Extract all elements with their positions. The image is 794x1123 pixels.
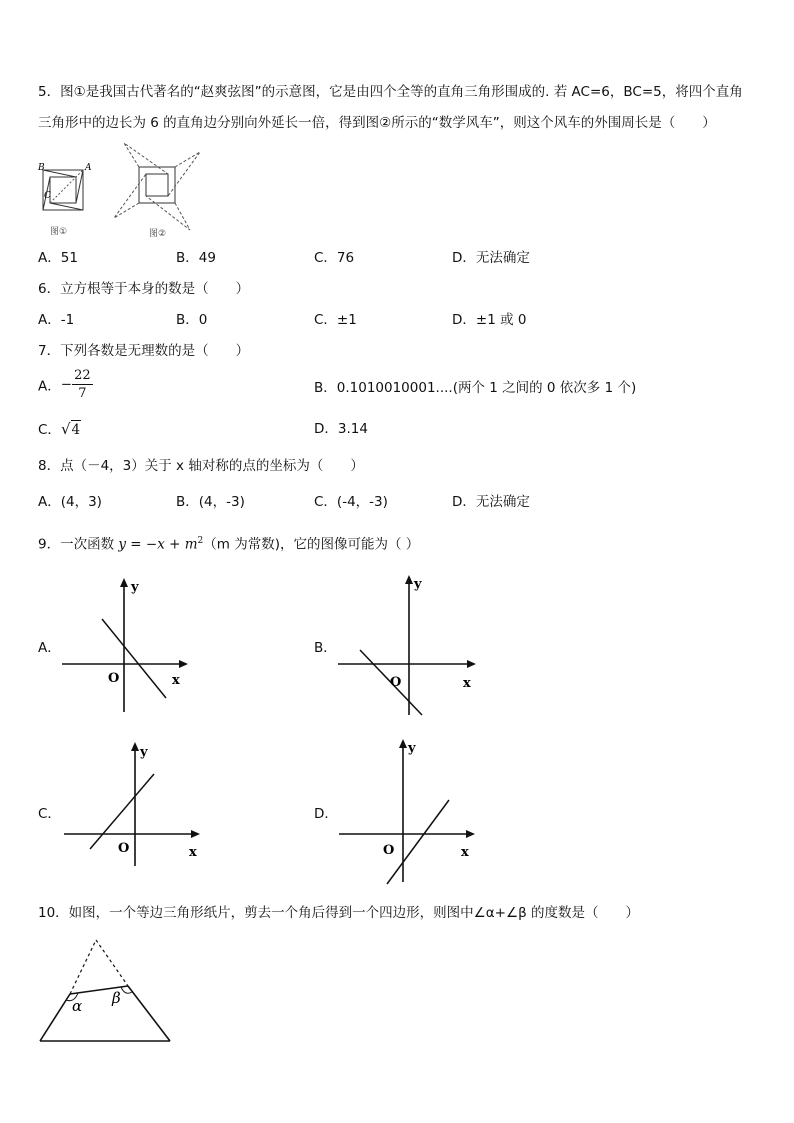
q9-graph-b-y-label: y bbox=[414, 577, 422, 592]
q7-option-a[interactable] bbox=[38, 368, 93, 401]
q8-option-d[interactable]: D．无法确定 bbox=[452, 494, 530, 510]
q9-formula-exponent: 2 bbox=[197, 536, 204, 546]
q6-option-d[interactable]: D．±1 或 0 bbox=[452, 312, 527, 328]
q9-graph-d-x-label: x bbox=[461, 845, 469, 860]
q9-graph-b[interactable] bbox=[336, 570, 481, 720]
q5-fig1-caption: 图① bbox=[50, 227, 68, 237]
q7-option-a-denominator: 7 bbox=[78, 386, 87, 401]
q10-alpha-label: α bbox=[72, 997, 83, 1015]
q10-beta-label: β bbox=[112, 989, 121, 1007]
q9-stem bbox=[38, 537, 419, 552]
q7-option-c[interactable] bbox=[38, 422, 81, 438]
q6-stem: 6．立方根等于本身的数是（ ） bbox=[38, 281, 250, 297]
q9-graph-c-y-label: y bbox=[140, 745, 148, 760]
q7-option-a-fraction bbox=[72, 368, 93, 401]
q9-graph-d-origin: O bbox=[383, 843, 395, 858]
q9-graph-a-x-label: x bbox=[172, 673, 180, 688]
q9-option-d-label[interactable]: D． bbox=[314, 806, 338, 822]
q5-figure-2 bbox=[112, 140, 202, 240]
q9-graph-b-origin: O bbox=[390, 675, 402, 690]
q9-graph-b-x-label: x bbox=[463, 676, 471, 691]
q9-graph-c[interactable] bbox=[62, 738, 207, 868]
q7-option-c-prefix: C． bbox=[38, 422, 61, 438]
q5-fig1-label-b: B bbox=[38, 163, 45, 173]
q9-graph-a-y-label: y bbox=[131, 580, 139, 595]
q5-option-d[interactable]: D．无法确定 bbox=[452, 250, 530, 266]
q9-option-c-label[interactable]: C． bbox=[38, 806, 61, 822]
q5-fig1-label-a: A bbox=[85, 163, 92, 173]
q5-option-c[interactable]: C．76 bbox=[314, 250, 355, 266]
q5-figure-1 bbox=[36, 160, 96, 240]
q8-option-b[interactable]: B．(4，-3) bbox=[176, 494, 245, 510]
q9-graph-d[interactable] bbox=[337, 736, 482, 886]
q7-stem: 7．下列各数是无理数的是（ ） bbox=[38, 343, 250, 359]
q7-option-c-radicand: 4 bbox=[71, 422, 81, 438]
q7-option-b[interactable]: B．0.1010010001....(两个 1 之间的 0 依次多 1 个) bbox=[314, 380, 637, 396]
q7-option-d[interactable]: D．3.14 bbox=[314, 421, 368, 437]
q10-stem: 10．如图，一个等边三角形纸片，剪去一个角后得到一个四边形，则图中∠α+∠β 的度数是（ ） bbox=[38, 905, 639, 921]
sqrt-icon: √ bbox=[60, 420, 71, 438]
q7-option-a-sign: − bbox=[60, 376, 73, 393]
q9-graph-a[interactable] bbox=[60, 574, 200, 719]
q7-option-a-numerator: 22 bbox=[74, 368, 91, 383]
q9-option-a-label[interactable]: A． bbox=[38, 640, 61, 656]
q7-option-a-prefix: A． bbox=[38, 378, 61, 395]
q8-option-c[interactable]: C．(-4，-3) bbox=[314, 494, 388, 510]
q9-stem-suffix: （m 为常数)，它的图像可能为（ ） bbox=[203, 536, 420, 553]
q10-triangle-figure bbox=[38, 936, 172, 1046]
q8-stem: 8．点（－4，3）关于 x 轴对称的点的坐标为（ ） bbox=[38, 458, 364, 474]
q6-option-a[interactable]: A．-1 bbox=[38, 312, 75, 328]
q6-option-b[interactable]: B．0 bbox=[176, 312, 208, 328]
q5-stem-line1: 5．图①是我国古代著名的“赵爽弦图”的示意图，它是由四个全等的直角三角形围成的. 若 AC=6，BC=5，将四个直角 bbox=[38, 84, 743, 100]
q5-fig1-label-c: C bbox=[44, 191, 51, 201]
q9-graph-c-origin: O bbox=[118, 841, 130, 856]
q9-graph-d-y-label: y bbox=[408, 741, 416, 756]
q9-formula: y = −x + m bbox=[118, 536, 198, 553]
q5-stem-line2: 三角形中的边长为 6 的直角边分别向外延长一倍，得到图②所示的“数学风车”，则这个风车的外围周长是（ ） bbox=[38, 115, 716, 131]
q9-option-b-label[interactable]: B． bbox=[314, 640, 337, 656]
q8-option-a[interactable]: A．(4，3) bbox=[38, 494, 102, 510]
q5-option-b[interactable]: B．49 bbox=[176, 250, 216, 266]
q6-option-c[interactable]: C．±1 bbox=[314, 312, 357, 328]
q9-graph-c-x-label: x bbox=[189, 845, 197, 860]
q9-stem-prefix: 9．一次函数 bbox=[38, 536, 119, 553]
q5-option-a[interactable]: A．51 bbox=[38, 250, 78, 266]
q9-graph-a-origin: O bbox=[108, 671, 120, 686]
q5-fig2-caption: 图② bbox=[149, 229, 167, 239]
